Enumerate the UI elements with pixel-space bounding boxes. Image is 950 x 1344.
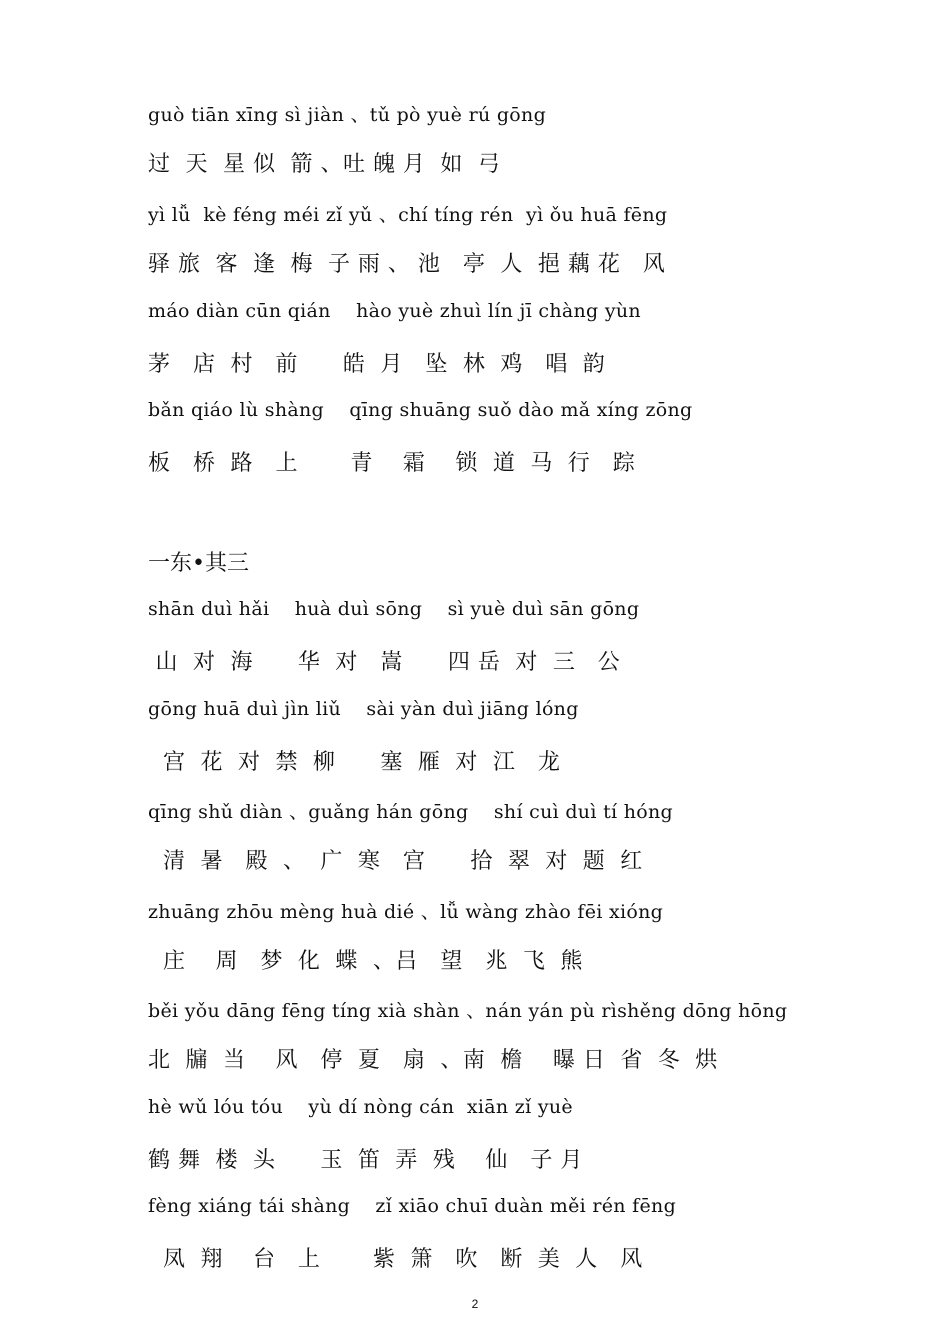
hanzi-line: 板 桥 路 上 青 霜 锁 道 马 行 踪	[148, 451, 636, 476]
hanzi-line: 茅 店 村 前 皓 月 坠 林 鸡 唱 韵	[148, 352, 606, 377]
pinyin-line: guò tiān xīng sì jiàn 、tǔ pò yuè rú gōng	[148, 104, 547, 126]
section-title: 一东•其三	[148, 551, 249, 576]
pinyin-line: máo diàn cūn qián hào yuè zhuì lín jī chàng yùn	[148, 300, 641, 322]
hanzi-line: 北 牖 当 风 停 夏 扇 、南 檐 曝 日 省 冬 烘	[148, 1048, 718, 1073]
pinyin-line: shān duì hǎi huà duì sōng sì yuè duì sān gōng	[148, 598, 640, 620]
pinyin-line: fèng xiáng tái shàng zǐ xiāo chuī duàn měi rén fēng	[148, 1195, 677, 1217]
pinyin-line: běi yǒu dāng fēng tíng xià shàn 、nán yán pù rìshěng dōng hōng	[148, 1000, 788, 1022]
hanzi-line: 庄 周 梦 化 蝶 、吕 望 兆 飞 熊	[148, 949, 583, 974]
pinyin-line: gōng huā duì jìn liǔ sài yàn duì jiāng lóng	[148, 698, 579, 720]
pinyin-line: qīng shǔ diàn 、guǎng hán gōng shí cuì duì tí hóng	[148, 801, 673, 823]
pinyin-line: hè wǔ lóu tóu yù dí nòng cán xiān zǐ yuè	[148, 1096, 573, 1118]
hanzi-line: 清 暑 殿 、 广 寒 宫 拾 翠 对 题 红	[148, 849, 643, 874]
hanzi-line: 驿 旅 客 逢 梅 子 雨 、 池 亭 人 挹 藕 花 风	[148, 252, 666, 277]
hanzi-line: 过 天 星 似 箭 、吐 魄 月 如 弓	[148, 152, 501, 177]
hanzi-line: 宫 花 对 禁 柳 塞 雁 对 江 龙	[148, 750, 561, 775]
pinyin-line: bǎn qiáo lù shàng qīng shuāng suǒ dào mǎ xíng zōng	[148, 399, 693, 421]
hanzi-line: 鹤 舞 楼 头 玉 笛 弄 残 仙 子 月	[148, 1148, 583, 1173]
hanzi-line: 凤 翔 台 上 紫 箫 吹 断 美 人 风	[148, 1247, 643, 1272]
pinyin-line: yì lǚ kè féng méi zǐ yǔ 、chí tíng rén yì ǒu huā fēng	[148, 204, 668, 226]
pinyin-line: zhuāng zhōu mèng huà dié 、lǚ wàng zhào fēi xióng	[148, 901, 664, 923]
page-number: 2	[471, 1297, 479, 1311]
hanzi-line: 山 对 海 华 对 嵩 四 岳 对 三 公	[148, 650, 621, 675]
